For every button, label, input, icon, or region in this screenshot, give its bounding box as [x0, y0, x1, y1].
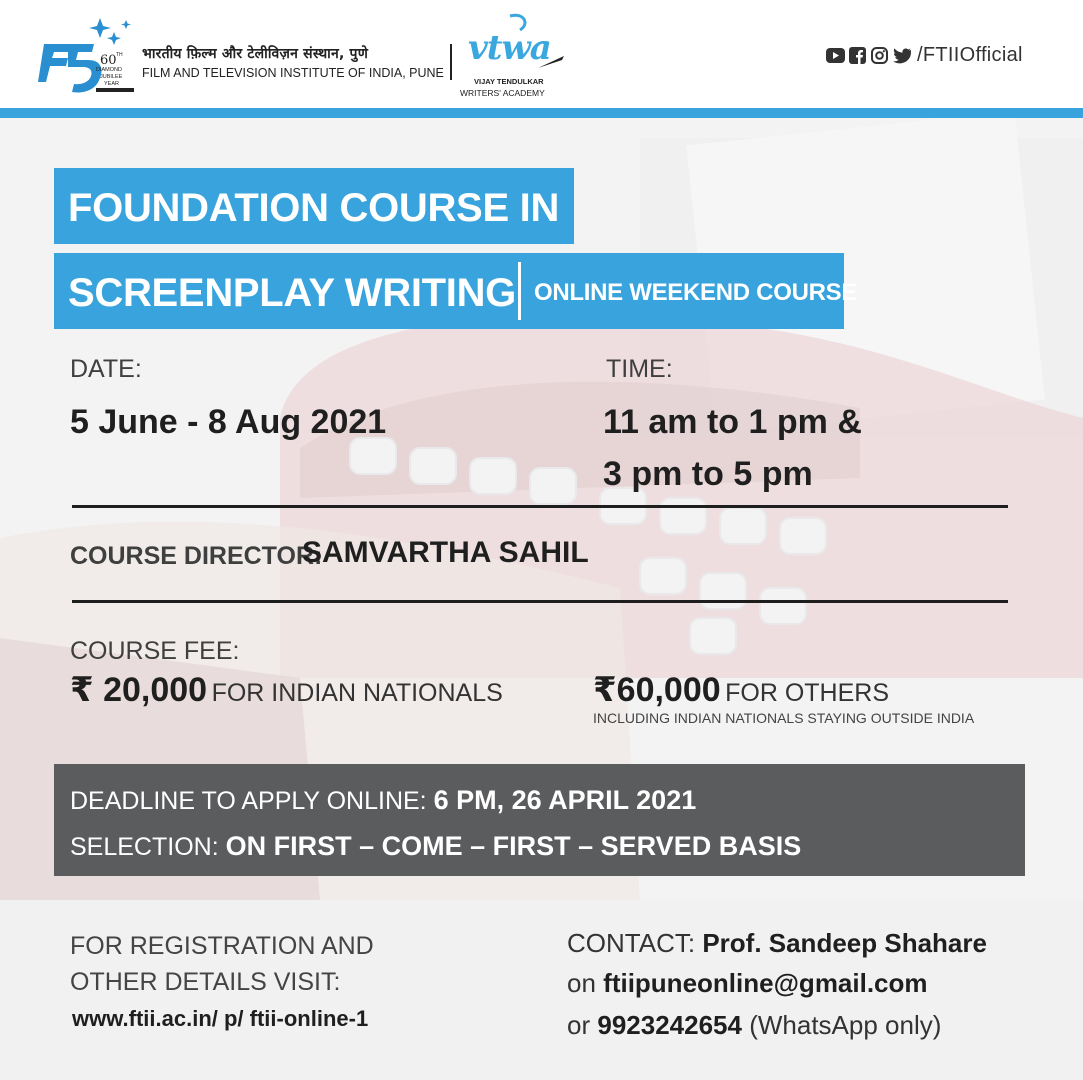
- institute-name: [142, 44, 444, 80]
- time-label: TIME:: [606, 355, 673, 383]
- contact-email-link[interactable]: ftiipuneonline@gmail.com: [603, 968, 928, 998]
- course-title-line1: FOUNDATION COURSE IN: [68, 186, 560, 230]
- time-value-line1: 11 am to 1 pm &: [603, 403, 862, 441]
- fee-indian-desc: FOR INDIAN NATIONALS: [211, 679, 503, 707]
- vtwa-logo: [458, 10, 570, 100]
- header-accent-line: [0, 108, 1083, 118]
- fee-others-note: INCLUDING INDIAN NATIONALS STAYING OUTSIDE INDIA: [593, 710, 975, 726]
- title-separator: [518, 262, 521, 320]
- contact-email-prefix: on: [567, 968, 596, 998]
- course-title-line2: SCREENPLAY WRITING: [68, 271, 516, 315]
- youtube-icon[interactable]: [826, 46, 845, 65]
- instagram-icon[interactable]: [870, 46, 889, 65]
- contact-phone-line: [567, 1010, 941, 1041]
- institute-name-english: FILM AND TELEVISION INSTITUTE OF INDIA, PUNE: [142, 66, 444, 80]
- contact-phone[interactable]: 9923242654: [597, 1010, 742, 1040]
- divider-rule: [72, 600, 1008, 603]
- selection-value: ON FIRST – COME – FIRST – SERVED BASIS: [225, 831, 802, 861]
- fee-others-desc: FOR OTHERS: [725, 679, 890, 707]
- selection-label: SELECTION:: [70, 833, 219, 861]
- registration-line1: FOR REGISTRATION AND: [70, 932, 374, 960]
- date-value: 5 June - 8 Aug 2021: [70, 403, 387, 441]
- contact-phone-note: (WhatsApp only): [749, 1010, 942, 1040]
- course-director-name: SAMVARTHA SAHIL: [302, 536, 589, 569]
- svg-text:YEAR: YEAR: [104, 81, 119, 87]
- contact-phone-prefix: or: [567, 1010, 591, 1040]
- svg-text:JUBILEE: JUBILEE: [100, 74, 123, 80]
- svg-text:TH: TH: [116, 52, 123, 58]
- deadline-label: DEADLINE TO APPLY ONLINE:: [70, 787, 427, 815]
- contact-label: CONTACT:: [567, 928, 696, 958]
- facebook-icon[interactable]: [848, 46, 867, 65]
- ftii-logo: [34, 16, 138, 100]
- registration-url-link[interactable]: www.ftii.ac.in/ p/ ftii-online-1: [72, 1006, 369, 1031]
- fee-indian-amount: ₹ 20,000: [70, 671, 208, 709]
- fee-others-amount: ₹60,000: [593, 671, 721, 709]
- twitter-icon[interactable]: [892, 46, 911, 65]
- institute-name-hindi: भारतीय फ़िल्म और टेलीविज़न संस्थान, पुणे: [142, 46, 369, 62]
- vtwa-name: VIJAY TENDULKAR: [474, 77, 544, 86]
- divider-rule: [72, 505, 1008, 508]
- contact-person: [567, 928, 987, 959]
- social-handle: /FTIIOfficial: [917, 44, 1023, 66]
- svg-text:60: 60: [100, 53, 117, 68]
- registration-line2: OTHER DETAILS VISIT:: [70, 968, 341, 996]
- deadline-line: [70, 785, 696, 816]
- vtwa-wordmark: vtwa: [468, 28, 551, 68]
- registration-info: [70, 928, 374, 1000]
- selection-line: [70, 831, 801, 862]
- date-label: DATE:: [70, 355, 142, 383]
- contact-email-line: [567, 968, 928, 999]
- svg-text:DIAMOND: DIAMOND: [96, 67, 122, 73]
- course-director-label: COURSE DIRECTOR:: [70, 542, 323, 570]
- course-mode-label: ONLINE WEEKEND COURSE: [534, 279, 858, 306]
- fee-indian: [70, 670, 503, 710]
- vtwa-academy: WRITERS' ACADEMY: [460, 88, 545, 98]
- course-fee-label: COURSE FEE:: [70, 637, 240, 665]
- contact-name: Prof. Sandeep Shahare: [702, 928, 987, 958]
- deadline-value: 6 PM, 26 APRIL 2021: [433, 785, 697, 815]
- fee-others: [593, 670, 889, 710]
- social-links: [826, 44, 1023, 67]
- logo-divider: [450, 44, 452, 80]
- time-value-line2: 3 pm to 5 pm: [603, 455, 813, 493]
